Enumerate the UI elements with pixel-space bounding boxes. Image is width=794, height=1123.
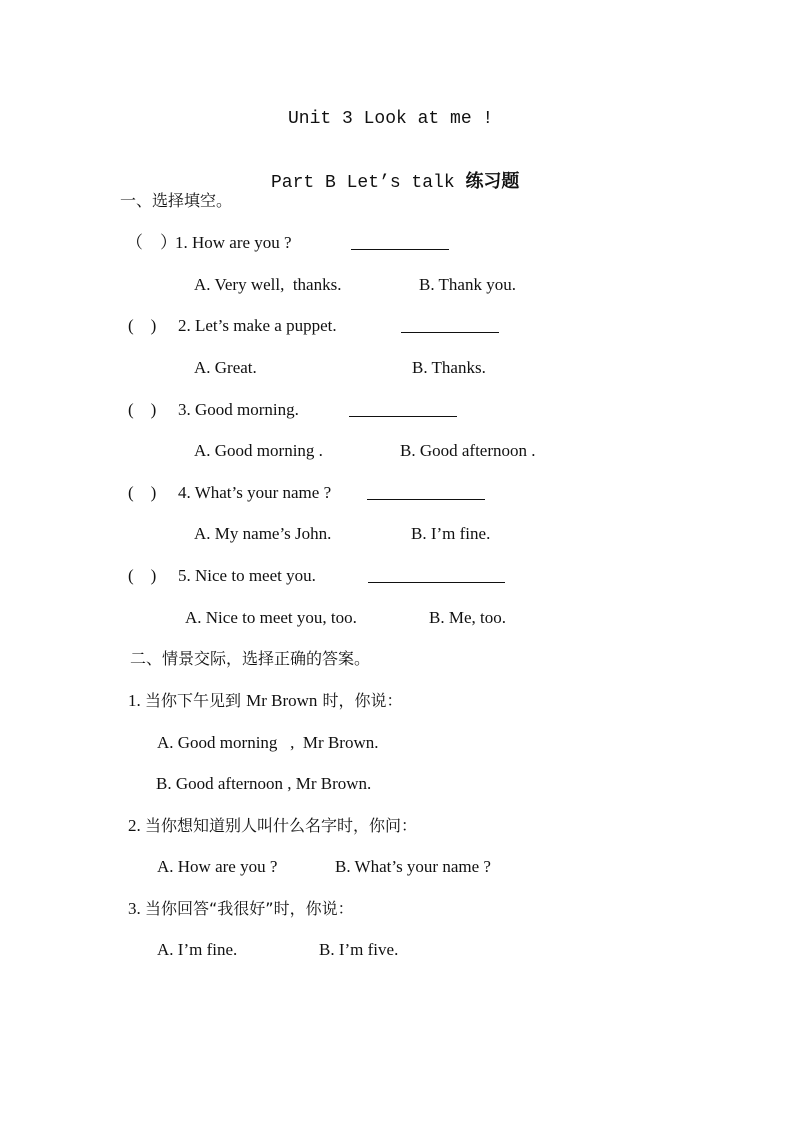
scenario-1-option-a: A. Good morning , Mr Brown. bbox=[157, 733, 379, 752]
scenario-1-text-pre: 当你下午见到 bbox=[145, 691, 247, 710]
scenario-2-option-b: B. What’s your name ? bbox=[335, 857, 491, 876]
q3-text: 3. Good morning. bbox=[178, 400, 299, 419]
q2-option-b: B. Thanks. bbox=[412, 358, 486, 377]
scenario-1-option-b: B. Good afternoon , Mr Brown. bbox=[156, 774, 372, 793]
scenario-2-option-a: A. How are you ? bbox=[157, 857, 278, 876]
q1-option-b: B. Thank you. bbox=[419, 275, 516, 294]
q3-answer-blank[interactable] bbox=[349, 401, 457, 417]
q3-option-a: A. Good morning . bbox=[194, 441, 323, 460]
q4-option-a: A. My name’s John. bbox=[194, 524, 332, 543]
q5-text: 5. Nice to meet you. bbox=[178, 566, 316, 585]
q5-option-b: B. Me, too. bbox=[429, 608, 506, 627]
section2-heading: 二、情景交际，选择正确的答案。 bbox=[130, 649, 371, 668]
q3-bracket: ( ) bbox=[128, 400, 157, 419]
subtitle-english: Part B Let’s talk bbox=[271, 173, 466, 193]
q4-bracket: ( ) bbox=[128, 483, 157, 502]
scenario-3-text: 当你回答“我很好”时，你说： bbox=[145, 899, 354, 918]
scenario-2-prompt bbox=[128, 815, 417, 837]
scenario-2-text: 当你想知道别人叫什么名字时，你问： bbox=[145, 816, 418, 835]
q1-text: 1. How are you ? bbox=[175, 233, 292, 252]
q1-answer-blank[interactable] bbox=[351, 234, 449, 250]
scenario-1-prompt bbox=[128, 690, 403, 712]
scenario-1-text-post: 时，你说： bbox=[317, 691, 403, 710]
scenario-3-option-b: B. I’m five. bbox=[319, 940, 399, 959]
q1-option-a: A. Very well, thanks. bbox=[194, 275, 342, 294]
scenario-1-number: 1. bbox=[128, 691, 141, 710]
scenario-3-prompt bbox=[128, 898, 354, 920]
q3-option-b: B. Good afternoon . bbox=[400, 441, 536, 460]
q5-option-a: A. Nice to meet you, too. bbox=[185, 608, 357, 627]
q2-bracket: ( ) bbox=[128, 316, 157, 335]
q1-bracket: （ ） bbox=[126, 233, 177, 252]
section1-heading: 一、选择填空。 bbox=[120, 191, 233, 210]
q2-text: 2. Let’s make a puppet. bbox=[178, 316, 337, 335]
q4-option-b: B. I’m fine. bbox=[411, 524, 491, 543]
q4-text: 4. What’s your name ? bbox=[178, 483, 332, 502]
scenario-3-number: 3. bbox=[128, 899, 141, 918]
worksheet-title: Unit 3 Look at me ! bbox=[288, 109, 494, 129]
scenario-2-number: 2. bbox=[128, 816, 141, 835]
q2-option-a: A. Great. bbox=[194, 358, 257, 377]
subtitle-chinese: 练习题 bbox=[465, 171, 520, 192]
q5-bracket: ( ) bbox=[128, 566, 157, 585]
scenario-3-option-a: A. I’m fine. bbox=[157, 940, 238, 959]
q5-answer-blank[interactable] bbox=[368, 567, 505, 583]
scenario-1-text-en: Mr Brown bbox=[246, 691, 318, 710]
q4-answer-blank[interactable] bbox=[367, 484, 485, 500]
q2-answer-blank[interactable] bbox=[401, 317, 499, 333]
worksheet-subtitle bbox=[262, 148, 519, 194]
